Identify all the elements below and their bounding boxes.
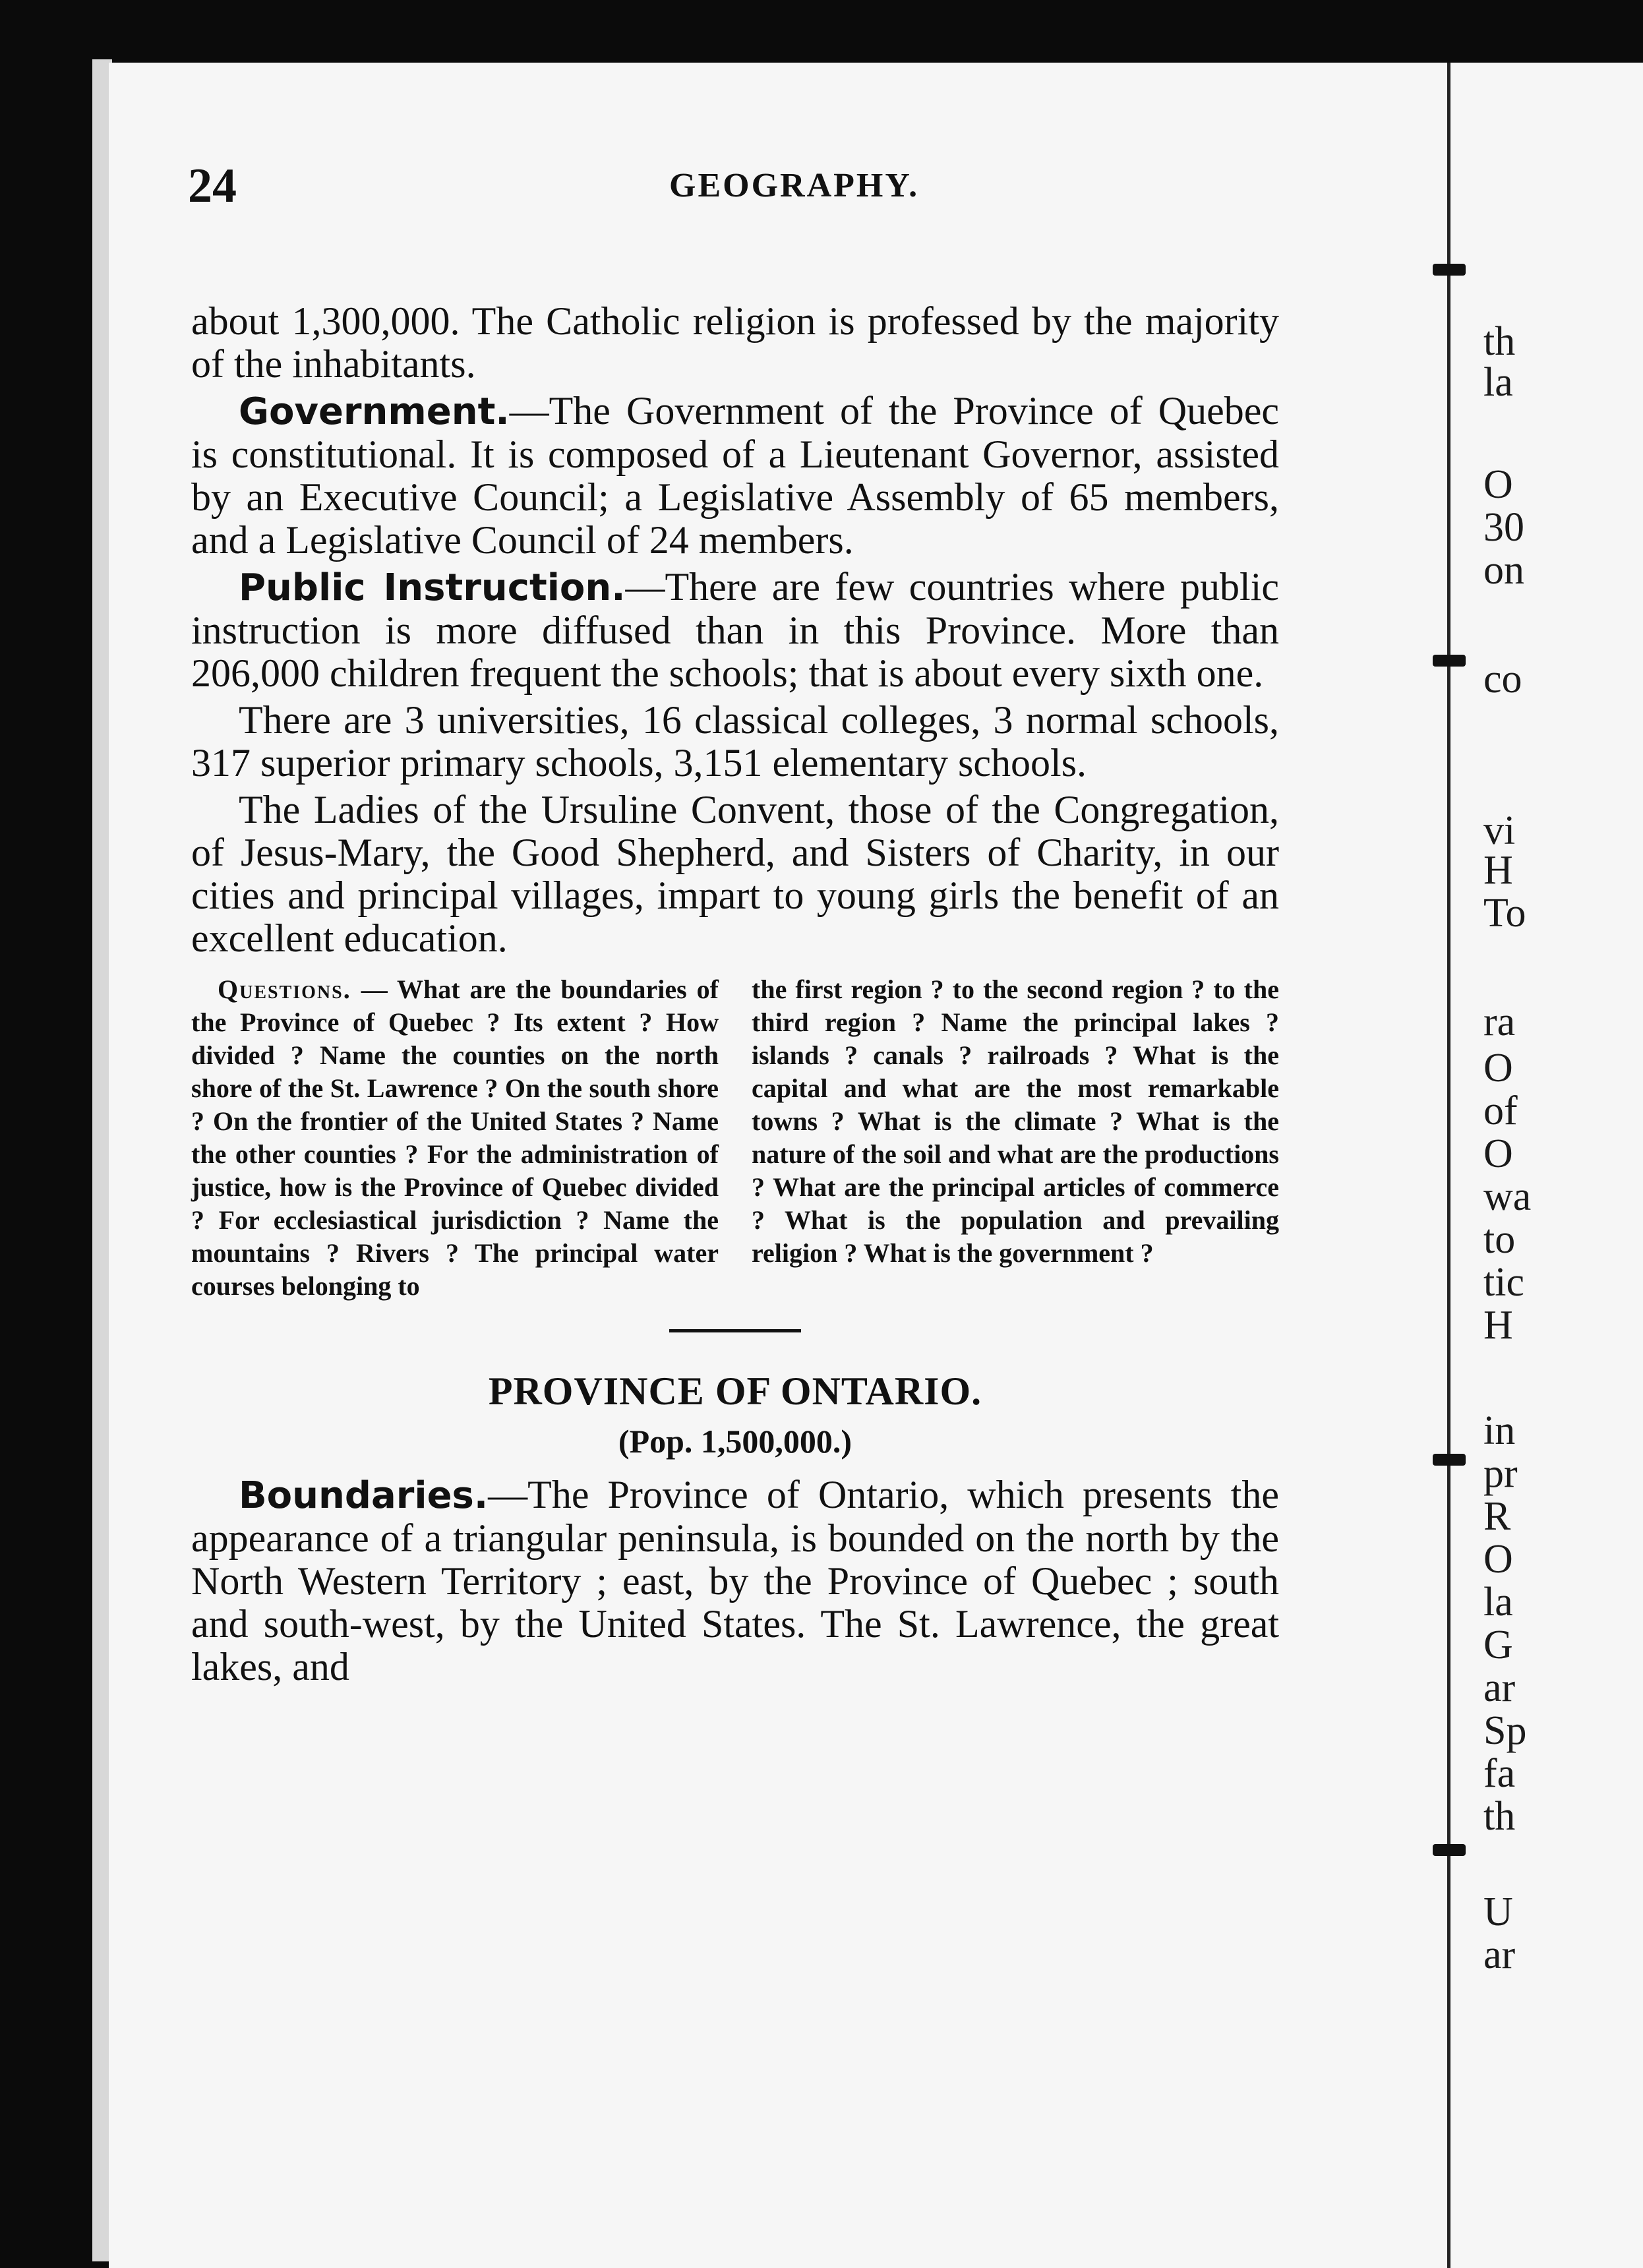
facing-page-fragment: O	[1483, 1046, 1513, 1090]
facing-page-fragment: th	[1483, 1794, 1516, 1839]
gutter-line	[1447, 63, 1450, 2268]
facing-page-fragment: wa	[1483, 1174, 1532, 1219]
facing-page-edge	[1483, 63, 1643, 2268]
paragraph-universities: There are 3 universities, 16 classical colleges, 3 normal schools, 317 superior primary schools, 3,151 elementary schools.	[191, 698, 1279, 785]
facing-page-fragment: to	[1483, 1217, 1516, 1262]
facing-page-fragment: tic	[1483, 1260, 1524, 1305]
facing-page-fragment: O	[1483, 1537, 1513, 1582]
paragraph-government-body: —The Government of the Province of Quebec is constitutional. It is composed of a Lieutenant Governor, assisted by an Executive Council; a Legislative Assembly of 65 members, and a Legislative Council of 24 members.	[191, 389, 1279, 562]
page-body	[191, 300, 1279, 1692]
facing-page-fragment: la	[1483, 1580, 1513, 1625]
facing-page-fragment: H	[1483, 1303, 1513, 1348]
section-lead-public-instruction: Public Instruction.	[239, 566, 626, 609]
questions-lead: Questions.	[218, 974, 351, 1004]
paragraph-boundaries-body: —The Province of Ontario, which presents the appearance of a triangular peninsula, is bounded on the north by the North Western Territory ; east, by the Province of Quebec ; south and south-west, by the United States. The St. Lawrence, the great lakes, and	[191, 1473, 1279, 1688]
section-population: (Pop. 1,500,000.)	[618, 1423, 852, 1460]
binding-stitch	[1433, 1454, 1466, 1466]
facing-page-fragment: on	[1483, 548, 1524, 593]
paragraph-boundaries	[191, 1474, 1279, 1688]
questions-right-column: the first region ? to the second region ? to the third region ? Name the principal lakes ? islands ? canals ? railroads ? What is the capital and what are the most remarkable towns ? What is the climate ? What is the nature of the soil and what are the productions ? What are the principal articles of commerce ? What is the population and prevailing religion ? What is the government ?	[752, 974, 1279, 1268]
binding-stitch	[1433, 264, 1466, 276]
facing-page-fragment: la	[1483, 360, 1513, 405]
facing-page-fragment: fa	[1483, 1751, 1516, 1796]
facing-page-fragment: 30	[1483, 505, 1524, 550]
paragraph-public-instruction-body: —There are few countries where public instruction is more diffused than in this Province. More than 206,000 children frequent the schools; that is about every sixth one.	[191, 565, 1279, 695]
facing-page-fragment: O	[1483, 462, 1513, 507]
facing-page-fragment: G	[1483, 1623, 1513, 1667]
facing-page-fragment: Sp	[1483, 1708, 1527, 1753]
paragraph-ladies: The Ladies of the Ursuline Convent, those of the Congregation, of Jesus-Mary, the Good Shepherd, and Sisters of Charity, in our cities and principal villages, impart to young girls the benefit of an excellent education.	[191, 788, 1279, 960]
section-divider	[669, 1329, 801, 1332]
facing-page-fragment: U	[1483, 1890, 1513, 1934]
section-lead-boundaries: Boundaries.	[239, 1474, 489, 1517]
binding-stitch	[1433, 1844, 1466, 1856]
facing-page-fragment: O	[1483, 1131, 1513, 1176]
questions-left-column	[191, 973, 719, 1303]
page-number: 24	[188, 159, 237, 213]
facing-page-fragment: pr	[1483, 1451, 1518, 1496]
facing-page-fragment: ar	[1483, 1665, 1516, 1710]
facing-page-fragment: H	[1483, 848, 1513, 893]
paragraph-public-instruction	[191, 566, 1279, 695]
section-title: PROVINCE OF ONTARIO.	[488, 1369, 982, 1413]
facing-page-fragment: R	[1483, 1494, 1511, 1539]
facing-page-fragment: ar	[1483, 1932, 1516, 1977]
questions-block	[191, 973, 1279, 1303]
facing-page-fragment: of	[1483, 1089, 1518, 1133]
running-head: GEOGRAPHY.	[669, 167, 920, 204]
facing-page-fragment: To	[1483, 891, 1526, 936]
page-header	[188, 158, 1282, 218]
facing-page-fragment: co	[1483, 657, 1522, 701]
questions-left-text: — What are the boundaries of the Province of Quebec ? Its extent ? How divided ? Name the counties on the north shore of the St. Lawrence ? On the south shore ? On the frontier of the United States ? Name the other counties ? For the administration of justice, how is the Province of Quebec divided ? For ecclesiastical jurisdiction ? Name the mountains ? Rivers ? The principal water courses belonging to	[191, 974, 719, 1301]
facing-page-fragment: in	[1483, 1408, 1516, 1453]
facing-page-fragment: th	[1483, 319, 1516, 364]
paragraph-population: about 1,300,000. The Catholic religion is professed by the majority of the inhabitants.	[191, 299, 1279, 386]
paragraph-government	[191, 390, 1279, 562]
binding-stitch	[1433, 655, 1466, 667]
facing-page-fragment: ra	[1483, 1000, 1516, 1044]
section-lead-government: Government.	[239, 390, 510, 433]
facing-page-fragment: vi	[1483, 808, 1516, 853]
